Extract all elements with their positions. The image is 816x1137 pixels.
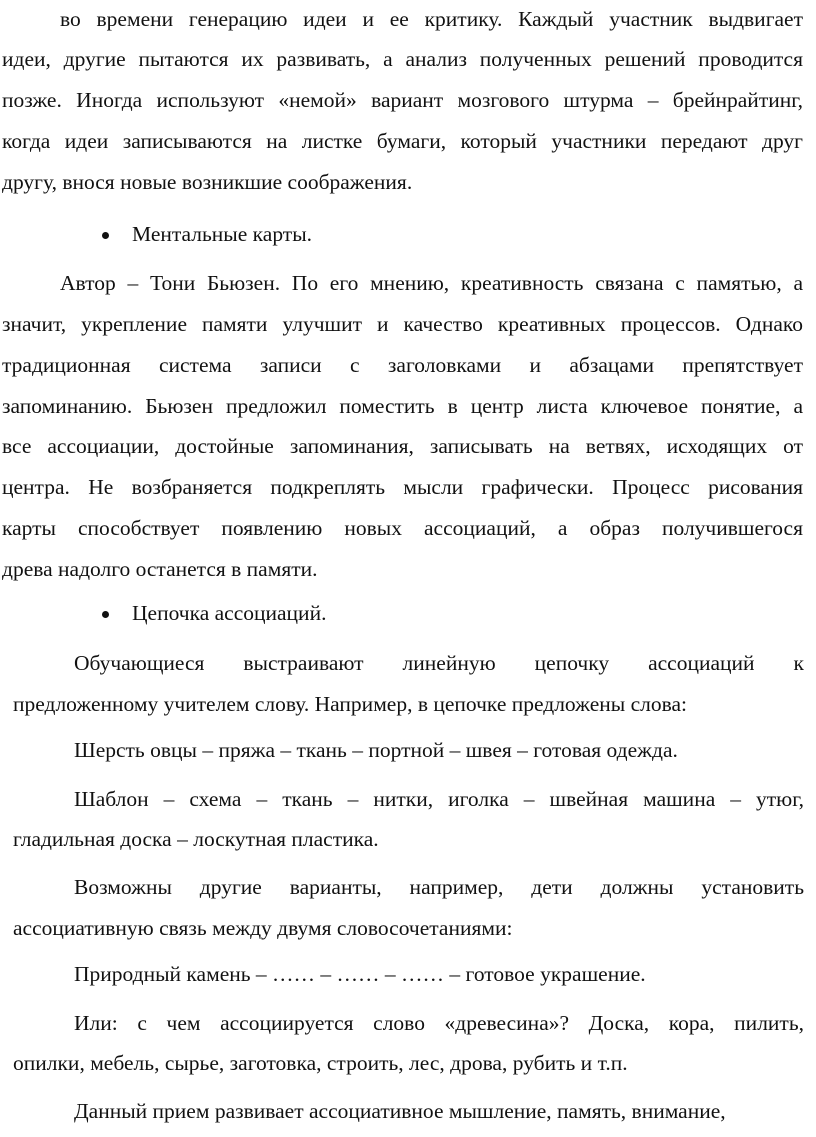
bullet-text: Цепочка ассоциаций. xyxy=(132,601,327,625)
bullet-text: Ментальные карты. xyxy=(132,222,313,246)
text-line: ассоциативную связь между двумя словосочетаниями: xyxy=(13,916,513,940)
text-line: значит, укрепление памяти улучшит и качество креативных процессов. Однако xyxy=(2,312,803,336)
text-line: Автор – Тони Бьюзен. По его мнению, креативность связана с памятью, а xyxy=(60,271,803,295)
text-line: когда идеи записываются на листке бумаги, который участники передают друг xyxy=(2,129,803,153)
bullet-icon xyxy=(102,232,109,239)
text-line: центра. Не возбраняется подкреплять мысли графически. Процесс рисования xyxy=(2,475,803,499)
text-line: предложенному учителем слову. Например, в цепочке предложены слова: xyxy=(13,692,687,716)
text-line: Шаблон – схема – ткань – нитки, иголка – швейная машина – утюг, xyxy=(74,787,804,811)
text-line: традиционная система записи с заголовками и абзацами препятствует xyxy=(2,353,803,377)
text-line: опилки, мебель, сырье, заготовка, строить, лес, дрова, рубить и т.п. xyxy=(13,1051,628,1075)
paragraph-stone-chain: Природный камень – …… – …… – …… – готовое украшение. xyxy=(74,962,646,986)
text-line: Возможны другие варианты, например, дети должны установить xyxy=(74,875,804,899)
text-line: все ассоциации, достойные запоминания, записывать на ветвях, исходящих от xyxy=(2,434,803,458)
text-line: запоминанию. Бьюзен предложил поместить в центр листа ключевое понятие, а xyxy=(2,394,803,418)
text-line: позже. Иногда используют «немой» вариант мозгового штурма – брейнрайтинг, xyxy=(2,88,803,112)
text-line: Обучающиеся выстраивают линейную цепочку ассоциаций к xyxy=(74,651,804,675)
text-line: во времени генерацию идеи и ее критику. Каждый участник выдвигает xyxy=(60,7,803,31)
text-line: Или: с чем ассоциируется слово «древесина»? Доска, кора, пилить, xyxy=(74,1011,804,1035)
paragraph-conclusion: Данный прием развивает ассоциативное мышление, память, внимание, xyxy=(74,1099,726,1123)
text-line: другу, внося новые возникшие соображения. xyxy=(2,170,413,194)
text-line: гладильная доска – лоскутная пластика. xyxy=(13,827,379,851)
text-line: идеи, другие пытаются их развивать, а анализ полученных решений проводится xyxy=(2,47,803,71)
bullet-icon xyxy=(102,611,109,618)
text-line: карты способствует появлению новых ассоциаций, а образ получившегося xyxy=(2,516,803,540)
paragraph-chain-example-1: Шерсть овцы – пряжа – ткань – портной – швея – готовая одежда. xyxy=(74,738,678,762)
text-line: древа надолго останется в памяти. xyxy=(2,557,318,581)
